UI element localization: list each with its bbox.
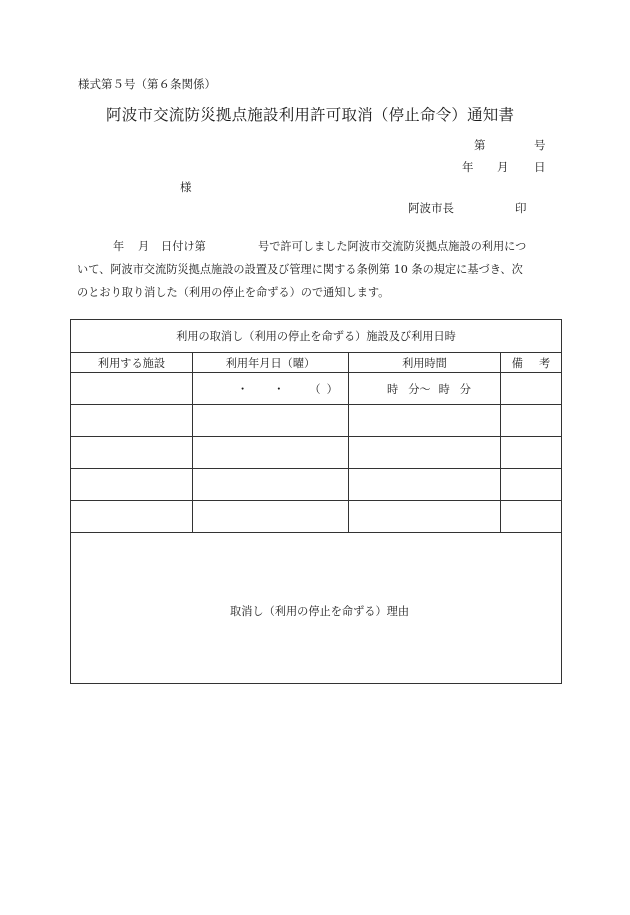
facility-cell[interactable] <box>71 469 193 501</box>
time-cell[interactable] <box>349 373 501 405</box>
remarks-cell[interactable] <box>501 469 562 501</box>
date-cell[interactable] <box>193 405 349 437</box>
date-month: 月 <box>497 160 509 174</box>
table-header-row <box>71 320 562 353</box>
seal-mark: 印 <box>515 201 527 215</box>
time-hour-1: 時 <box>387 382 399 396</box>
time-hour-2: 時 <box>438 382 450 396</box>
time-cell[interactable] <box>349 501 501 533</box>
date-cell[interactable] <box>193 469 349 501</box>
issuer-name: 阿波市長 <box>408 201 454 215</box>
remarks-cell[interactable] <box>501 501 562 533</box>
addressee-honorific: 様 <box>180 180 192 194</box>
facility-table <box>70 319 562 684</box>
col-remarks-2: 考 <box>539 356 551 370</box>
table-row <box>71 437 562 469</box>
date-day: 日 <box>534 160 546 174</box>
body-seg-month: 月 <box>138 240 150 253</box>
time-cell[interactable] <box>349 437 501 469</box>
col-remarks <box>501 353 562 373</box>
time-cell[interactable] <box>349 405 501 437</box>
document-title: 阿波市交流防災拠点施設利用許可取消（停止命令）通知書 <box>106 106 515 124</box>
table-row <box>71 469 562 501</box>
facility-cell[interactable] <box>71 405 193 437</box>
facility-cell[interactable] <box>71 373 193 405</box>
time-minute-2: 分 <box>459 382 471 396</box>
table-row <box>71 501 562 533</box>
body-line2: いて、阿波市交流防災拠点施設の設置及び管理に関する条例第 10 条の規定に基づき、次 <box>77 263 523 276</box>
col-date: 利用年月日（曜） <box>193 353 349 373</box>
col-time: 利用時間 <box>349 353 501 373</box>
body-line3: のとおり取り消した（利用の停止を命ずる）ので通知します。 <box>77 286 390 299</box>
date-cell[interactable] <box>193 437 349 469</box>
reason-label: 取消し（利用の停止を命ずる）理由 <box>230 605 410 618</box>
body-seg-year: 年 <box>113 240 125 253</box>
form-number: 様式第５号（第６条関係） <box>78 77 216 91</box>
remarks-cell[interactable] <box>501 437 562 469</box>
date-dot-1: ・ <box>237 382 249 396</box>
weekday-open: （ <box>309 382 321 396</box>
body-line1: 号で許可しました阿波市交流防災拠点施設の利用につ <box>258 240 527 253</box>
facility-cell[interactable] <box>71 437 193 469</box>
number-suffix: 号 <box>534 138 546 152</box>
weekday-close: ） <box>326 382 338 396</box>
date-cell[interactable] <box>193 501 349 533</box>
date-dot-2: ・ <box>273 382 285 396</box>
date-year: 年 <box>462 160 474 174</box>
col-remarks-1: 備 <box>511 356 523 370</box>
time-minute-1: 分～ <box>408 382 431 396</box>
col-facility: 利用する施設 <box>71 353 193 373</box>
remarks-cell[interactable] <box>501 373 562 405</box>
number-prefix: 第 <box>474 138 486 152</box>
remarks-cell[interactable] <box>501 405 562 437</box>
body-seg-date: 日付け第 <box>161 240 206 253</box>
reason-row <box>71 533 562 684</box>
facility-cell[interactable] <box>71 501 193 533</box>
table-row <box>71 405 562 437</box>
column-header-row <box>71 353 562 373</box>
date-cell[interactable] <box>193 373 349 405</box>
table-row <box>71 373 562 405</box>
table-header: 利用の取消し（利用の停止を命ずる）施設及び利用日時 <box>71 320 562 353</box>
reason-cell[interactable] <box>71 533 562 684</box>
time-cell[interactable] <box>349 469 501 501</box>
